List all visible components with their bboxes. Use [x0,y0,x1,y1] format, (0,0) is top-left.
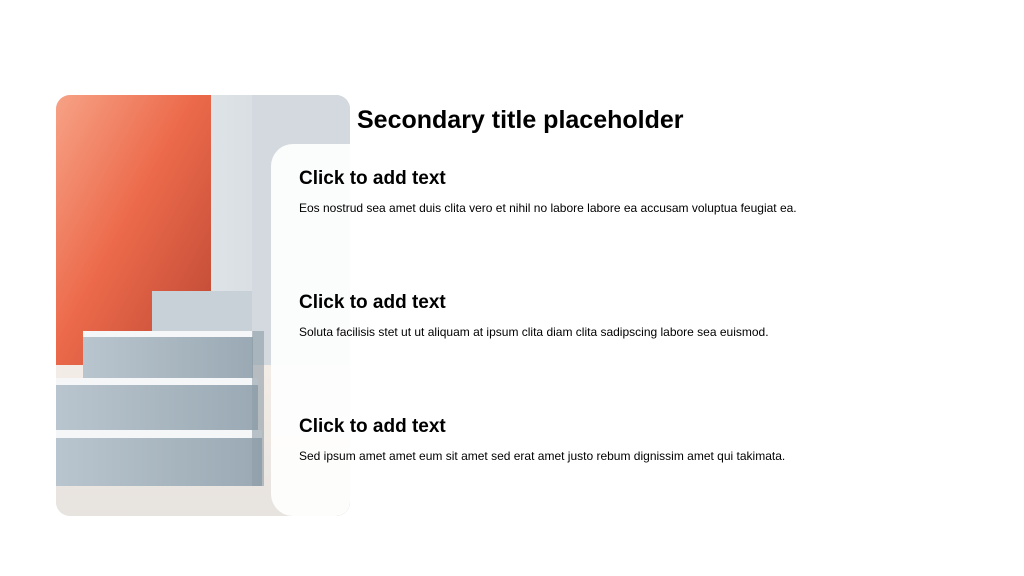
item-body[interactable]: Soluta facilisis stet ut ut aliquam at ipsum clita diam clita sadipscing labore sea euismod. [299,325,769,339]
item-heading[interactable]: Click to add text [299,416,446,437]
item-heading[interactable]: Click to add text [299,168,446,189]
content-item [299,291,939,340]
content-item [299,167,939,216]
item-heading[interactable]: Click to add text [299,292,446,313]
secondary-title[interactable]: Secondary title placeholder [357,106,684,134]
item-body[interactable]: Sed ipsum amet amet eum sit amet sed erat amet justo rebum dignissim amet qui takimata. [299,449,786,463]
item-body[interactable]: Eos nostrud sea amet duis clita vero et nihil no labore labore ea accusam voluptua feugiat ea. [299,201,797,215]
content-item [299,415,939,464]
